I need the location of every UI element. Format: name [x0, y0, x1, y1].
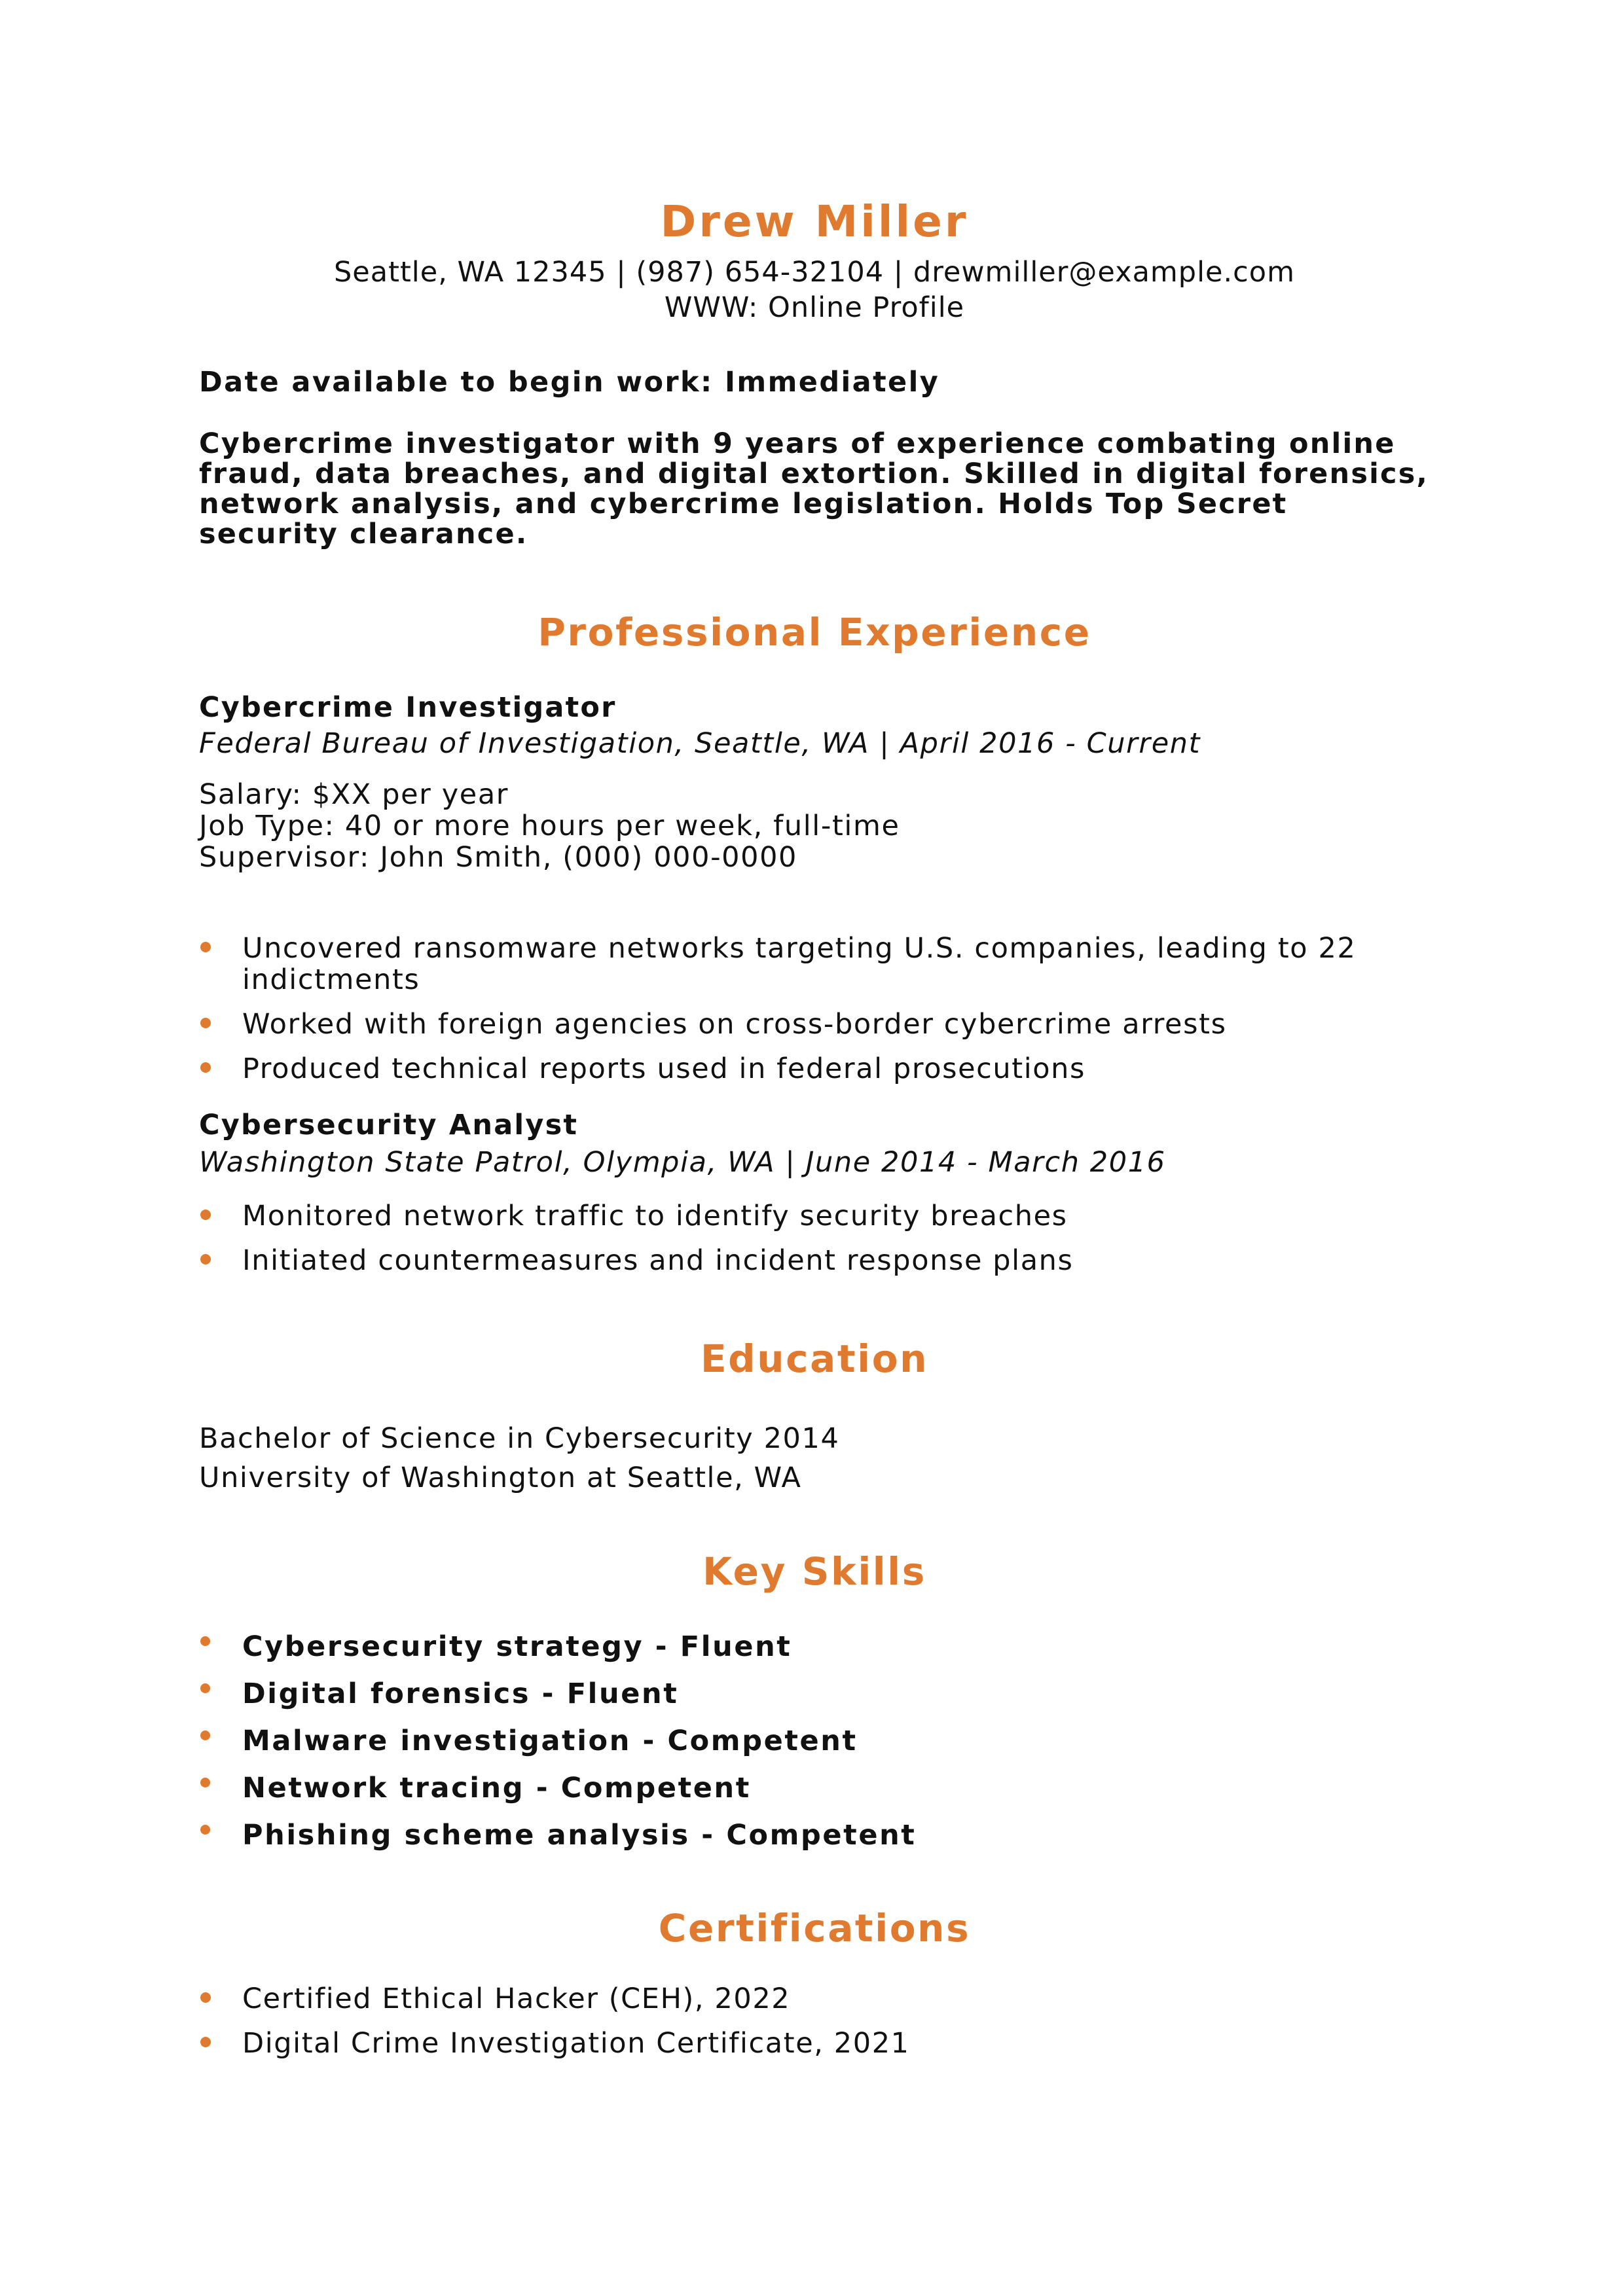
bullet-dot-icon [200, 1683, 210, 1693]
skill-name: Phishing scheme analysis [242, 1819, 690, 1852]
list-item [199, 1771, 1430, 1805]
bullet-dot-icon [200, 1992, 211, 2003]
skill-level: Fluent [680, 1630, 792, 1663]
web-profile-line: WWW: Online Profile [664, 291, 965, 324]
job-type: Job Type: 40 or more hours per week, full-time [199, 810, 900, 842]
section-title-education: Education [700, 1336, 929, 1381]
job-meta-1: Federal Bureau of Investigation, Seattle, WA | April 2016 - Current [199, 727, 1201, 760]
professional-summary: Cybercrime investigator with 9 years of experience combating online fraud, data breaches, and digital extortion. Skilled in digital forensics, network analysis, and cybercrime legislation. Holds Top Secret security clearance. [199, 427, 1429, 550]
skill-name: Cybersecurity strategy [242, 1630, 644, 1663]
certification-text: Digital Crime Investigation Certificate, 2021 [242, 2027, 910, 2060]
skill-separator: - [530, 1677, 567, 1710]
job-title-1: Cybercrime Investigator [199, 691, 617, 724]
job-bullets-2 [199, 1200, 1430, 1276]
bullet-text: Initiated countermeasures and incident response plans [242, 1244, 1074, 1277]
availability-line: Date available to begin work: Immediately [199, 366, 940, 399]
skills-list [199, 1630, 1430, 1852]
list-item [199, 1200, 1430, 1232]
education-details [199, 1419, 839, 1498]
skill-name: Network tracing [242, 1772, 525, 1804]
bullet-dot-icon [200, 1731, 210, 1740]
skill-separator: - [644, 1630, 680, 1663]
skill-level: Competent [560, 1772, 751, 1804]
bullet-dot-icon [200, 2037, 211, 2047]
skill-name: Digital forensics [242, 1677, 531, 1710]
bullet-dot-icon [200, 1825, 210, 1835]
section-title-experience: Professional Experience [538, 610, 1091, 655]
skill-level: Competent [667, 1725, 858, 1757]
skill-separator: - [630, 1725, 668, 1757]
education-degree: Bachelor of Science in Cybersecurity 2014 [199, 1422, 840, 1455]
section-title-certifications: Certifications [658, 1906, 971, 1950]
skill-level: Fluent [566, 1677, 679, 1710]
job-supervisor: Supervisor: John Smith, (000) 000-0000 [199, 841, 798, 874]
contact-line: Seattle, WA 12345 | (987) 654-32104 | drewmiller@example.com [333, 256, 1296, 289]
list-item [199, 1983, 1430, 2015]
education-school: University of Washington at Seattle, WA [199, 1462, 802, 1494]
job-meta-2: Washington State Patrol, Olympia, WA | June 2014 - March 2016 [199, 1146, 1166, 1179]
bullet-dot-icon [200, 1062, 211, 1073]
skill-name: Malware investigation [242, 1725, 631, 1757]
bullet-dot-icon [200, 1018, 211, 1028]
job-salary: Salary: $XX per year [199, 778, 509, 811]
bullet-text: Produced technical reports used in federal prosecutions [242, 1052, 1086, 1085]
list-item [199, 933, 1430, 996]
list-item [199, 1677, 1430, 1711]
certifications-list [199, 1983, 1430, 2059]
list-item [199, 1009, 1430, 1040]
job-details-1 [199, 779, 900, 873]
list-item [199, 1818, 1430, 1852]
certification-text: Certified Ethical Hacker (CEH), 2022 [242, 1982, 791, 2015]
bullet-text: Worked with foreign agencies on cross-border cybercrime arrests [242, 1008, 1227, 1041]
bullet-text: Monitored network traffic to identify security breaches [242, 1200, 1068, 1232]
list-item [199, 1245, 1430, 1276]
bullet-dot-icon [200, 1254, 211, 1265]
job-bullets-1 [199, 933, 1430, 1085]
skill-separator: - [689, 1819, 727, 1852]
section-title-skills: Key Skills [702, 1549, 926, 1594]
job-title-2: Cybersecurity Analyst [199, 1109, 579, 1141]
list-item [199, 1053, 1430, 1085]
skill-level: Competent [726, 1819, 917, 1852]
candidate-name: Drew Miller [660, 196, 969, 247]
bullet-dot-icon [200, 1210, 211, 1220]
list-item [199, 1724, 1430, 1758]
skill-separator: - [524, 1772, 561, 1804]
bullet-dot-icon [200, 942, 211, 952]
bullet-dot-icon [200, 1636, 210, 1646]
bullet-text: Uncovered ransomware networks targeting U.S. companies, leading to 22 indictments [242, 932, 1357, 996]
bullet-dot-icon [200, 1778, 210, 1787]
list-item [199, 1630, 1430, 1664]
list-item [199, 2028, 1430, 2059]
